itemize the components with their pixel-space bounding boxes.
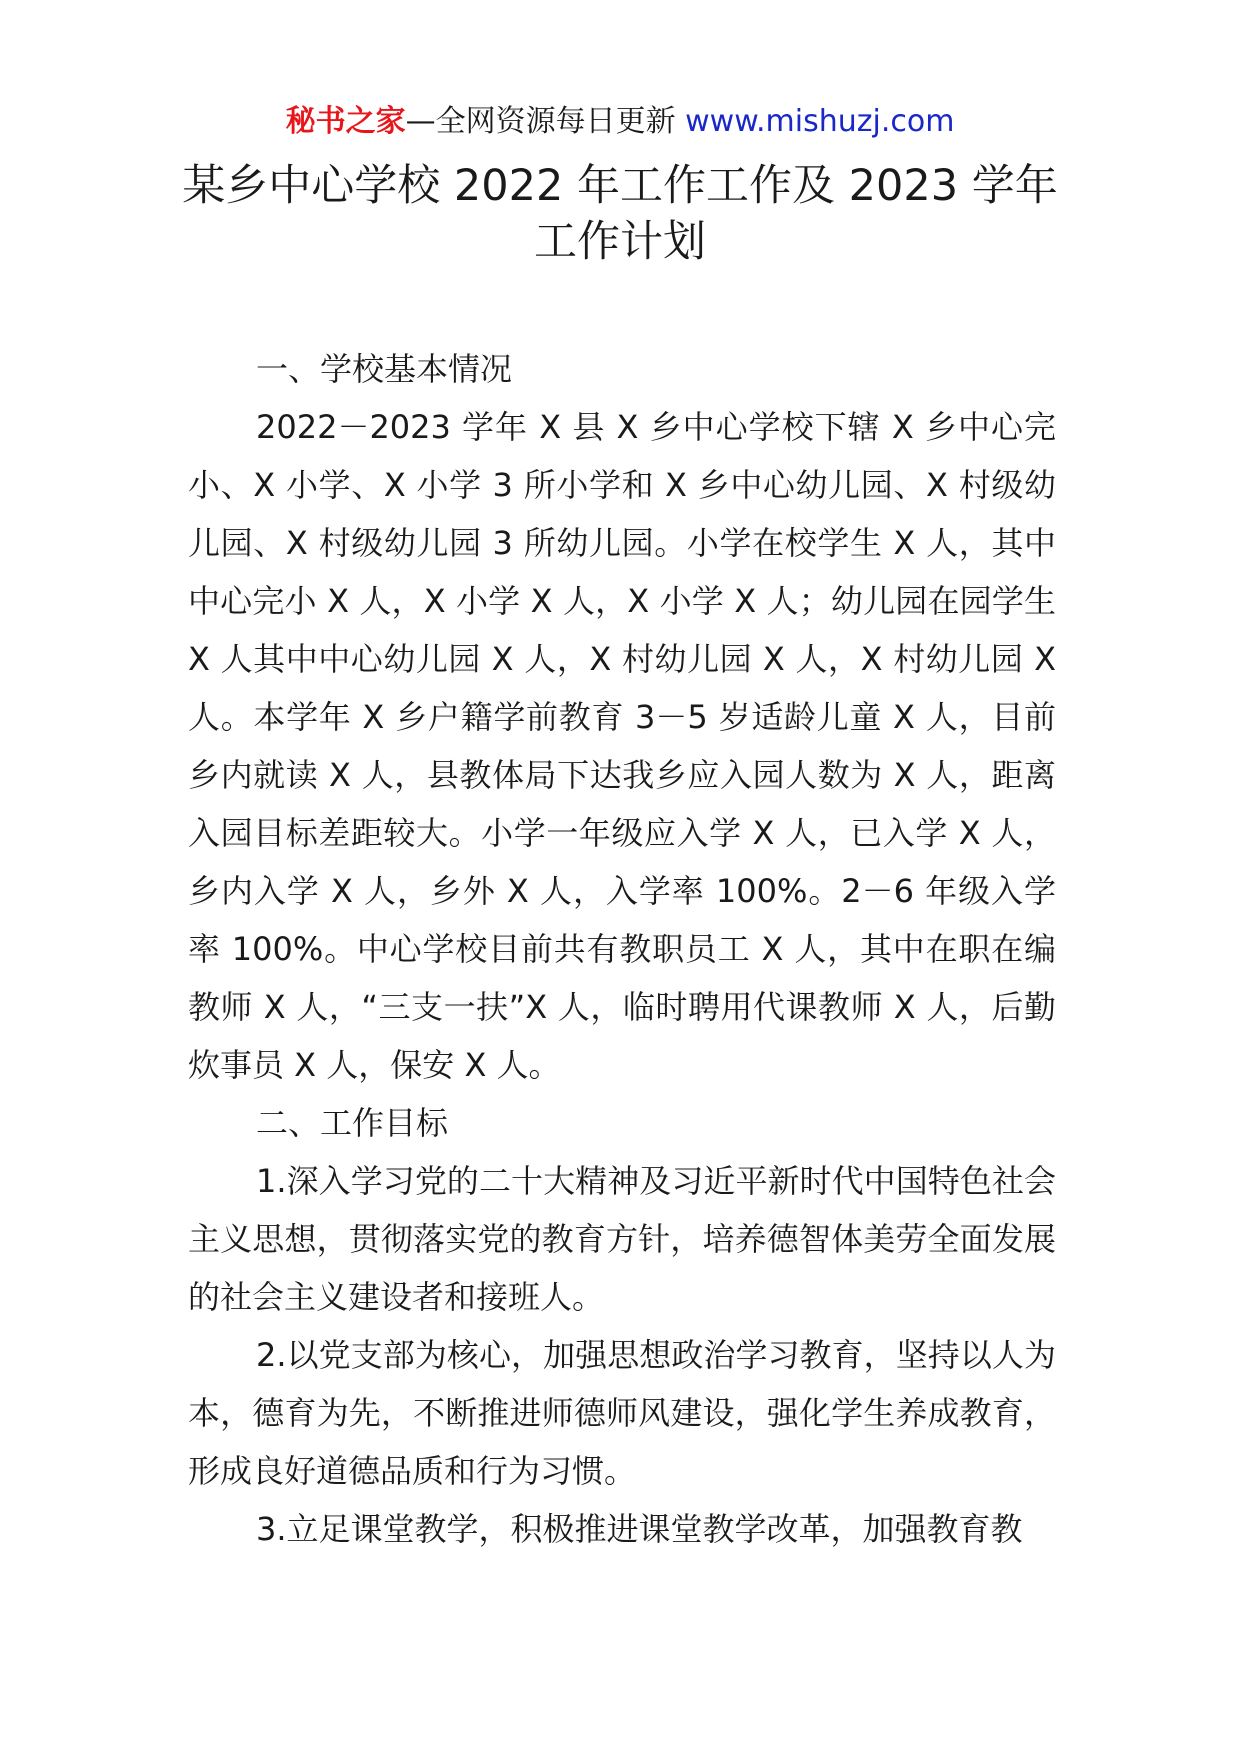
paragraph-basic-info: 2022－2023 学年 X 县 X 乡中心学校下辖 X 乡中心完小、X 小学、X 小学 3 所小学和 X 乡中心幼儿园、X 村级幼儿园、X 村级幼儿园 3 所幼儿园。小学在校学生 X 人，其中中心完小 X 人，X 小学 X 人，X 小学 X 人；幼儿园在园学生 X 人其中中心幼儿园 X 人，X 村幼儿园 X 人，X 村幼儿园 X 人。本学年 X 乡户籍学前教育 3－5 岁适龄儿童 X 人，目前乡内就读 X 人，县教体局下达我乡应入园人数为 X 人，距离入园目标差距较大。小学一年级应入学 X 人，已入学 X 人，乡内入学 X 人，乡外 X 人，入学率 100%。2－6 年级入学率 100%。中心学校目前共有教职员工 X 人，其中在职在编教师 X 人，“三支一扶”X 人，临时聘用代课教师 X 人，后勤炊事员 X 人，保安 X 人。: [188, 408, 1056, 1084]
site-url-link[interactable]: www.mishuzj.com: [685, 104, 955, 139]
document-title-line-2: 工作计划: [534, 217, 706, 267]
paragraph-goal-3: 3.立足课堂教学，积极推进课堂教学改革，加强教育教: [256, 1510, 1023, 1548]
section-heading-basic-info: 一、学校基本情况: [256, 350, 513, 388]
site-header: [0, 100, 1240, 144]
paragraph-goal-2: 2.以党支部为核心，加强思想政治学习教育，坚持以人为本，德育为先，不断推进师德师风建设，强化学生养成教育，形成良好道德品质和行为习惯。: [188, 1336, 1056, 1490]
site-name: 秘书之家: [285, 104, 406, 139]
section-heading-goals: 二、工作目标: [256, 1104, 449, 1142]
paragraph-goal-1: 1.深入学习党的二十大精神及习近平新时代中国特色社会主义思想，贯彻落实党的教育方针，培养德智体美劳全面发展的社会主义建设者和接班人。: [188, 1162, 1056, 1316]
site-slogan: —全网资源每日更新: [405, 104, 686, 139]
document-title-line-1: 某乡中心学校 2022 年工作工作及 2023 学年: [182, 161, 1058, 211]
document-body: [188, 340, 1056, 1558]
document-title: [180, 158, 1060, 270]
